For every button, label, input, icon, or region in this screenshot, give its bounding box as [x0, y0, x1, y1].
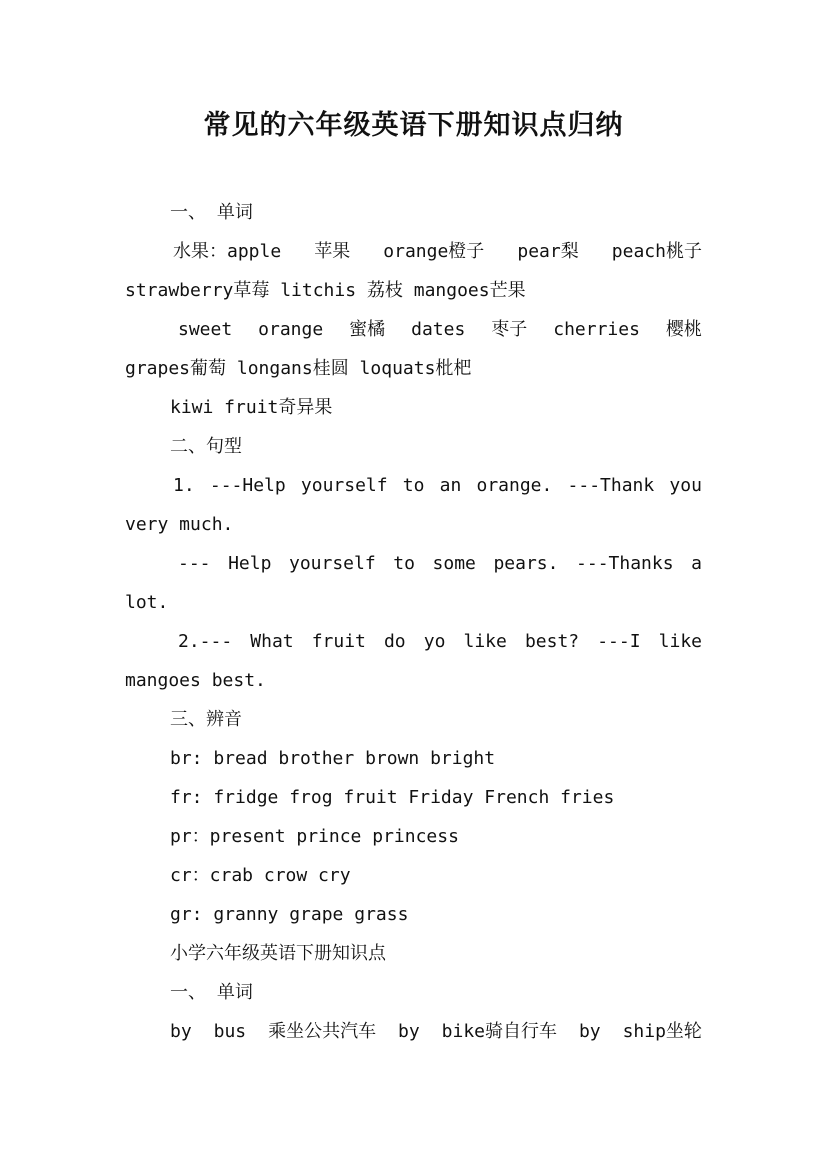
fruit-line-5: kiwi fruit奇异果 — [170, 397, 333, 418]
sentence-2-line-b: lot. — [125, 592, 169, 613]
word: 蜜橘 — [349, 319, 386, 340]
word: orange — [258, 319, 324, 340]
phonics-cr: cr：crab crow cry — [170, 865, 351, 886]
word: an — [439, 475, 462, 496]
word: by — [578, 1021, 601, 1042]
transport-line — [125, 1012, 702, 1051]
word: 1. — [173, 475, 195, 496]
fruit-line-2: strawberry草莓 litchis 荔枝 mangoes芒果 — [125, 280, 526, 301]
word: like — [463, 631, 507, 652]
word: fruit — [311, 631, 366, 652]
phonics-fr: fr: fridge frog fruit Friday French fries — [170, 787, 615, 808]
fruit-line-3 — [125, 310, 702, 349]
word: pear梨 — [517, 241, 579, 262]
word: best? — [524, 631, 580, 652]
word: ---Thanks — [576, 553, 674, 574]
word: yourself — [289, 553, 376, 574]
section-heading-words-2: 一、 单词 — [170, 982, 253, 1003]
word: --- — [178, 553, 211, 574]
document-body — [125, 193, 702, 1051]
word: 苹果 — [314, 241, 351, 262]
word: ---Thank — [567, 475, 655, 496]
word: you — [669, 475, 702, 496]
word: to — [402, 475, 425, 496]
word: cherries — [553, 319, 640, 340]
word: peach桃子 — [611, 241, 702, 262]
fruit-line-4: grapes葡萄 longans桂圆 loquats枇杷 — [125, 358, 472, 379]
sub-title: 小学六年级英语下册知识点 — [170, 943, 386, 964]
word: sweet — [178, 319, 233, 340]
word: 樱桃 — [665, 319, 702, 340]
sentence-2-line-a — [125, 544, 702, 583]
word: orange橙子 — [383, 241, 485, 262]
section-heading-words: 一、 单词 — [170, 202, 253, 223]
word: 2.--- — [178, 631, 233, 652]
word: bus — [213, 1021, 247, 1042]
word: yourself — [300, 475, 388, 496]
word: ---Help — [209, 475, 286, 496]
phonics-gr: gr: granny grape grass — [170, 904, 409, 925]
word: to — [393, 553, 415, 574]
sentence-3-line-a — [125, 622, 702, 661]
section-heading-phonics: 三、辨音 — [170, 709, 242, 730]
word: dates — [411, 319, 466, 340]
word: orange. — [476, 475, 553, 496]
sentence-1-line-a — [125, 466, 702, 505]
word: 枣子 — [491, 319, 528, 340]
word: bike骑自行车 — [441, 1021, 557, 1042]
word: some — [432, 553, 476, 574]
word: ---I — [597, 631, 641, 652]
word: do — [383, 631, 406, 652]
sentence-1-line-b: very much. — [125, 514, 234, 535]
word: pears. — [493, 553, 559, 574]
word: like — [658, 631, 702, 652]
word: What — [250, 631, 294, 652]
section-heading-sentences: 二、句型 — [170, 436, 242, 457]
word: 乘坐公共汽车 — [268, 1021, 377, 1042]
fruit-line-1 — [125, 232, 702, 271]
word: by — [170, 1021, 192, 1042]
word: 水果：apple — [173, 241, 282, 262]
phonics-br: br: bread brother brown bright — [170, 748, 496, 769]
word: Help — [228, 553, 272, 574]
sentence-3-line-b: mangoes best. — [125, 670, 266, 691]
word: a — [691, 553, 702, 574]
word: by — [398, 1021, 420, 1042]
page-title: 常见的六年级英语下册知识点归纳 — [203, 110, 624, 141]
phonics-pr: pr：present prince princess — [170, 826, 459, 847]
word: ship坐轮 — [622, 1021, 702, 1042]
word: yo — [423, 631, 446, 652]
